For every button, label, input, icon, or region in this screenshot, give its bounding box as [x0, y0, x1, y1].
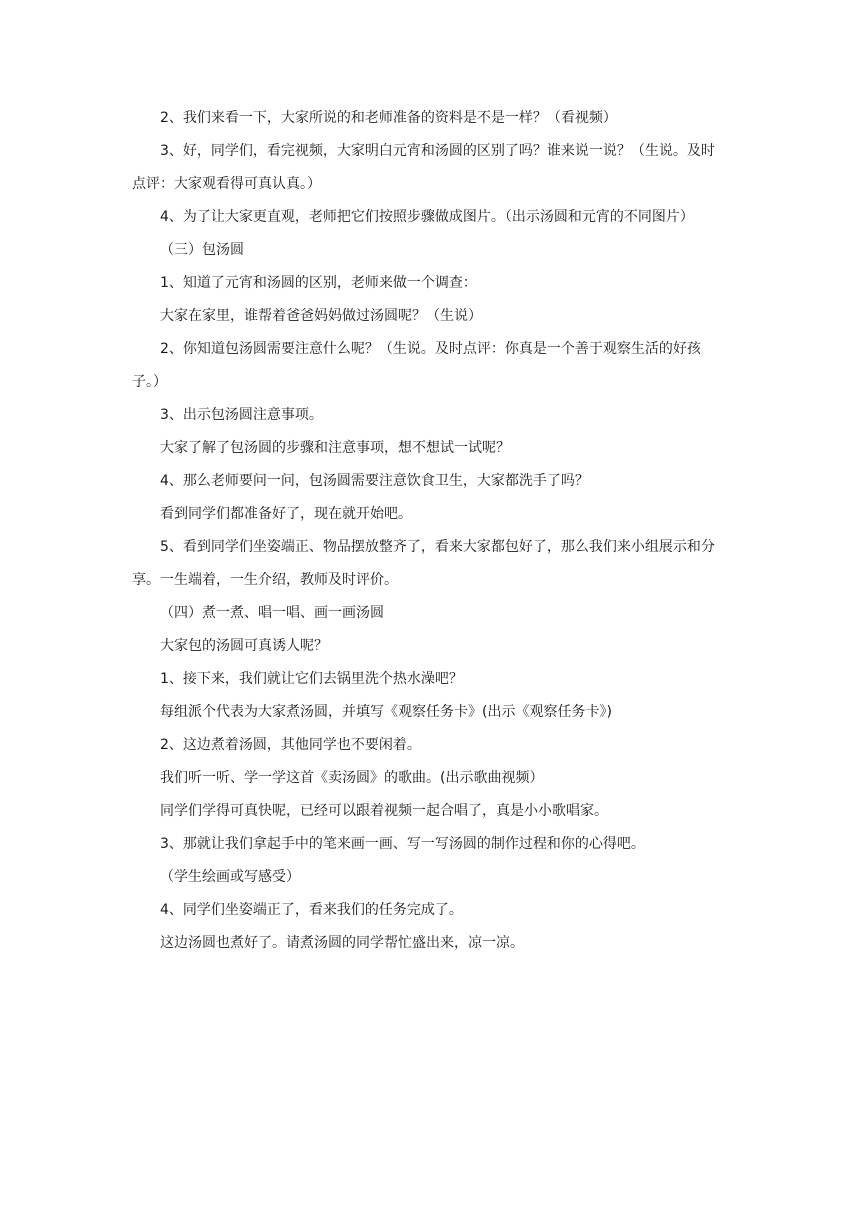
paragraph: 大家包的汤圆可真诱人呢？: [160, 638, 328, 654]
paragraph: 同学们学得可真快呢，已经可以跟着视频一起合唱了，真是小小歌唱家。: [160, 803, 608, 819]
paragraph: 2、你知道包汤圆需要注意什么呢？（生说。及时点评：你真是一个善于观察生活的好孩 子。）: [132, 341, 701, 390]
paragraph: 1、知道了元宵和汤圆的区别，老师来做一个调查：: [160, 275, 477, 291]
paragraph: （学生绘画或写感受）: [160, 869, 300, 885]
section-heading: （三）包汤圆: [160, 242, 244, 258]
paragraph: 4、同学们坐姿端正了，看来我们的任务完成了。: [160, 902, 463, 918]
paragraph: 5、看到同学们坐姿端正、物品摆放整齐了，看来大家都包好了，那么我们来小组展示和分 享。一生端着，一生介绍，教师及时评价。: [132, 539, 715, 588]
paragraph: 4、那么老师要问一问，包汤圆需要注意饮食卫生，大家都洗手了吗？: [160, 473, 589, 489]
paragraph: 3、出示包汤圆注意事项。: [160, 407, 323, 423]
paragraph: 4、为了让大家更直观，老师把它们按照步骤做成图片。（出示汤圆和元宵的不同图片）: [160, 209, 694, 225]
paragraph: 1、接下来，我们就让它们去锅里洗个热水澡吧？: [160, 671, 463, 687]
paragraph: 大家在家里，谁帮着爸爸妈妈做过汤圆呢？（生说）: [160, 308, 482, 324]
paragraph: 大家了解了包汤圆的步骤和注意事项，想不想试一试呢？: [160, 440, 510, 456]
paragraph: 3、好，同学们，看完视频，大家明白元宵和汤圆的区别了吗？谁来说一说？（生说。及时 点评：大家观看得可真认真。）: [132, 143, 715, 192]
paragraph: 看到同学们都准备好了，现在就开始吧。: [160, 506, 412, 522]
paragraph: 每组派个代表为大家煮汤圆，并填写《观察任务卡》(出示《观察任务卡》): [160, 704, 612, 720]
section-heading: （四）煮一煮、唱一唱、画一画汤圆: [160, 605, 384, 621]
paragraph: 这边汤圆也煮好了。请煮汤圆的同学帮忙盛出来，凉一凉。: [160, 935, 524, 951]
paragraph: 我们听一听、学一学这首《卖汤圆》的歌曲。(出示歌曲视频）: [160, 770, 544, 786]
paragraph: 2、我们来看一下，大家所说的和老师准备的资料是不是一样？（看视频）: [160, 110, 617, 126]
paragraph: 2、这边煮着汤圆，其他同学也不要闲着。: [160, 737, 421, 753]
paragraph: 3、那就让我们拿起手中的笔来画一画、写一写汤圆的制作过程和你的心得吧。: [160, 836, 645, 852]
